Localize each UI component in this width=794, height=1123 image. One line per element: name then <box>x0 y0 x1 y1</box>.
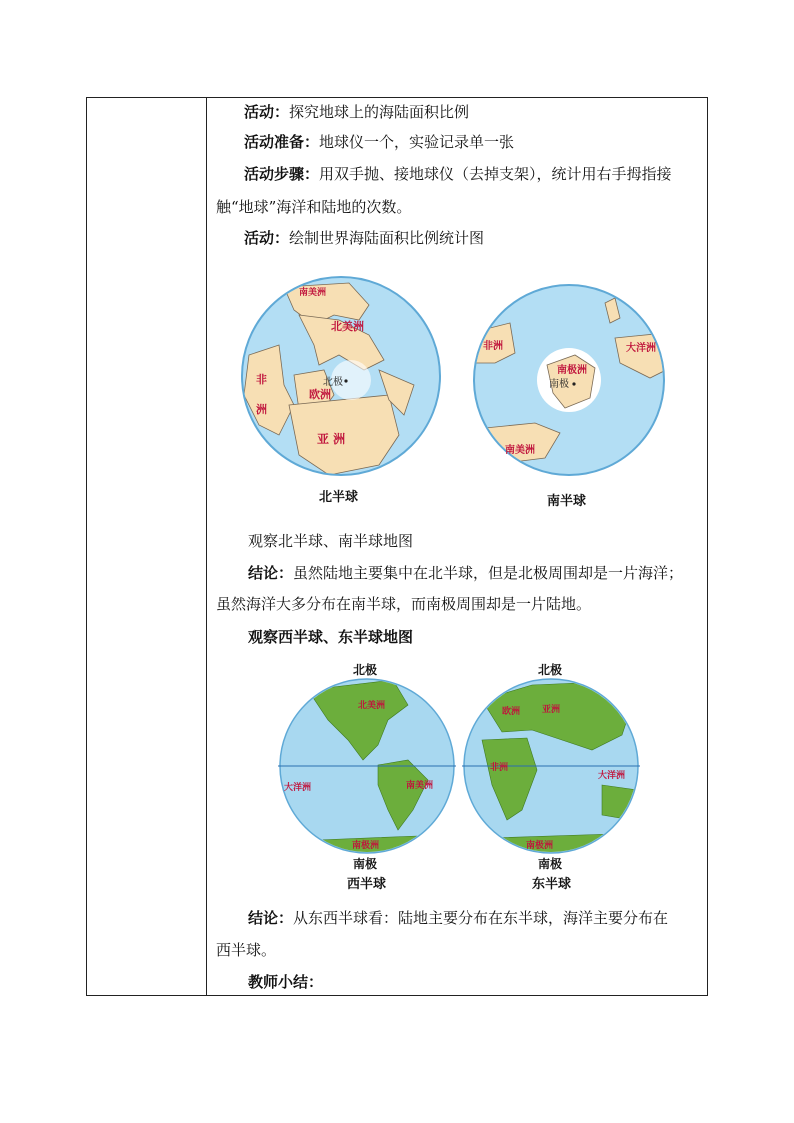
wh-south-label: 南极 <box>353 857 378 871</box>
north-pole-dot <box>344 379 347 382</box>
activity-draw-line: 活动：绘制世界海陆面积比例统计图 <box>244 229 485 247</box>
conclusion2-line2: 西半球。 <box>216 941 277 959</box>
eastern-hemisphere-map <box>462 660 642 899</box>
activity-explore-line: 活动：探究地球上的海陆面积比例 <box>244 103 470 121</box>
eh-south-label: 南极 <box>538 857 563 871</box>
wh-label-na: 北美洲 <box>358 701 386 711</box>
observe-nh-sh-line: 观察北半球、南半球地图 <box>248 532 414 550</box>
southern-hemisphere-map <box>465 283 675 519</box>
nh-caption: 北半球 <box>319 490 359 505</box>
eh-label-af: 非洲 <box>490 763 509 773</box>
sh-label-sa: 南美洲 <box>505 445 535 456</box>
sh-caption: 南半球 <box>547 494 587 509</box>
wh-label-sa: 南美洲 <box>406 781 434 791</box>
nh-label-af1: 非 <box>256 373 267 386</box>
activity-steps-line1: 活动步骤：用双手抛、接地球仪（去掉支架），统计用右手拇指接 <box>244 165 672 183</box>
nh-label-as: 亚 洲 <box>317 432 346 446</box>
eh-caption: 东半球 <box>532 877 572 892</box>
nh-pole-label: 北极 <box>323 377 343 388</box>
eh-label-oc: 大洋洲 <box>598 771 626 781</box>
nh-label-na: 北美洲 <box>331 320 364 333</box>
northern-hemisphere-map <box>239 275 454 519</box>
column-divider <box>206 97 207 996</box>
sh-label-oc: 大洋洲 <box>626 343 656 354</box>
eh-label-an: 南极洲 <box>526 841 554 851</box>
activity-steps-line2: 触“地球”海洋和陆地的次数。 <box>216 198 412 216</box>
sh-label-af: 非洲 <box>483 341 503 352</box>
wh-label-oc: 大洋洲 <box>284 783 312 793</box>
south-pole-dot <box>572 382 575 385</box>
eh-label-eu: 欧洲 <box>502 707 521 717</box>
wh-caption: 西半球 <box>347 877 387 892</box>
activity-prep-line: 活动准备：地球仪一个，实验记录单一张 <box>244 133 515 151</box>
teacher-summary-label: 教师小结： <box>248 973 324 991</box>
conclusion1-line2: 虽然海洋大多分布在南半球，而南极周围却是一片陆地。 <box>216 595 592 613</box>
observe-wh-eh-line: 观察西半球、东半球地图 <box>248 628 414 646</box>
western-hemisphere-map <box>278 660 458 899</box>
eh-north-label: 北极 <box>538 663 563 677</box>
sh-label-an: 南极洲 <box>557 365 587 376</box>
nh-label-af2: 洲 <box>256 403 267 416</box>
conclusion1-line1: 结论：虽然陆地主要集中在北半球，但是北极周围却是一片海洋； <box>248 564 684 582</box>
eh-label-as: 亚洲 <box>542 705 561 715</box>
wh-label-an: 南极洲 <box>352 841 380 851</box>
conclusion2-line1: 结论：从东西半球看：陆地主要分布在东半球，海洋主要分布在 <box>248 909 669 927</box>
nh-label-eu: 欧洲 <box>309 388 331 401</box>
wh-north-label: 北极 <box>353 663 378 677</box>
sh-pole-label: 南极 <box>549 379 569 390</box>
nh-label-sa: 南美洲 <box>299 288 327 298</box>
